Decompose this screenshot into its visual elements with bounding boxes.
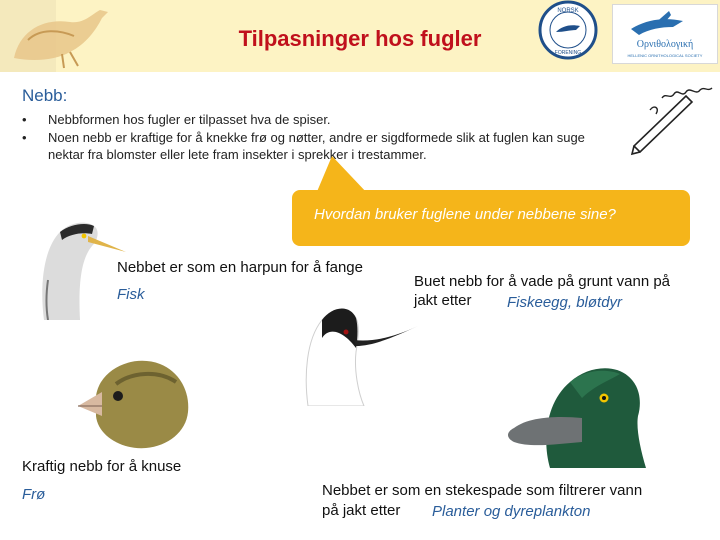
avocet-head-illustration: [300, 296, 420, 406]
svg-text:NORSK: NORSK: [557, 8, 579, 14]
avocet-description-line2: jakt etter: [414, 292, 472, 309]
bullet-text: Nebbformen hos fugler er tilpasset hva de spiser.: [48, 112, 331, 127]
svg-text:FORENING: FORENING: [554, 50, 582, 56]
finch-description: Kraftig nebb for å knuse: [22, 458, 182, 475]
shoveler-food: Planter og dyreplankton: [432, 503, 591, 520]
question-text: Hvordan bruker fuglene under nebbene sine?: [314, 206, 616, 223]
finch-head-illustration: [76, 350, 192, 450]
section-label-nebb: Nebb:: [22, 86, 68, 105]
shoveler-head-illustration: [490, 356, 720, 468]
page-title: Tilpasninger hos fugler: [238, 26, 482, 51]
heron-food: Fisk: [117, 286, 145, 303]
avocet-food: Fiskeegg, bløtdyr: [507, 294, 623, 311]
heron-head-illustration: [34, 210, 126, 320]
avocet-description-line1: Buet nebb for å vade på grunt vann på: [414, 273, 671, 290]
shoveler-description-line1: Nebbet er som en stekespade som filtrerer vann: [322, 482, 643, 499]
bullet-icon: •: [22, 112, 27, 127]
finch-food: Frø: [22, 486, 46, 503]
svg-text:HELLENIC ORNITHOLOGICAL SOCIET: HELLENIC ORNITHOLOGICAL SOCIETY: [627, 53, 703, 58]
bullet-icon: •: [22, 130, 27, 145]
bullet-text: Noen nebb er kraftige for å knekke frø og nøtter, andre er sigdformede slik at fuglen kan suge nektar fra blomster eller lete fram insekter i sprekker i trestammer.: [48, 130, 585, 162]
shoveler-description-line2: på jakt etter: [322, 502, 401, 519]
svg-text:Ορνιθολογική: Ορνιθολογική: [636, 39, 694, 50]
heron-description: Nebbet er som en harpun for å fange: [117, 259, 363, 276]
